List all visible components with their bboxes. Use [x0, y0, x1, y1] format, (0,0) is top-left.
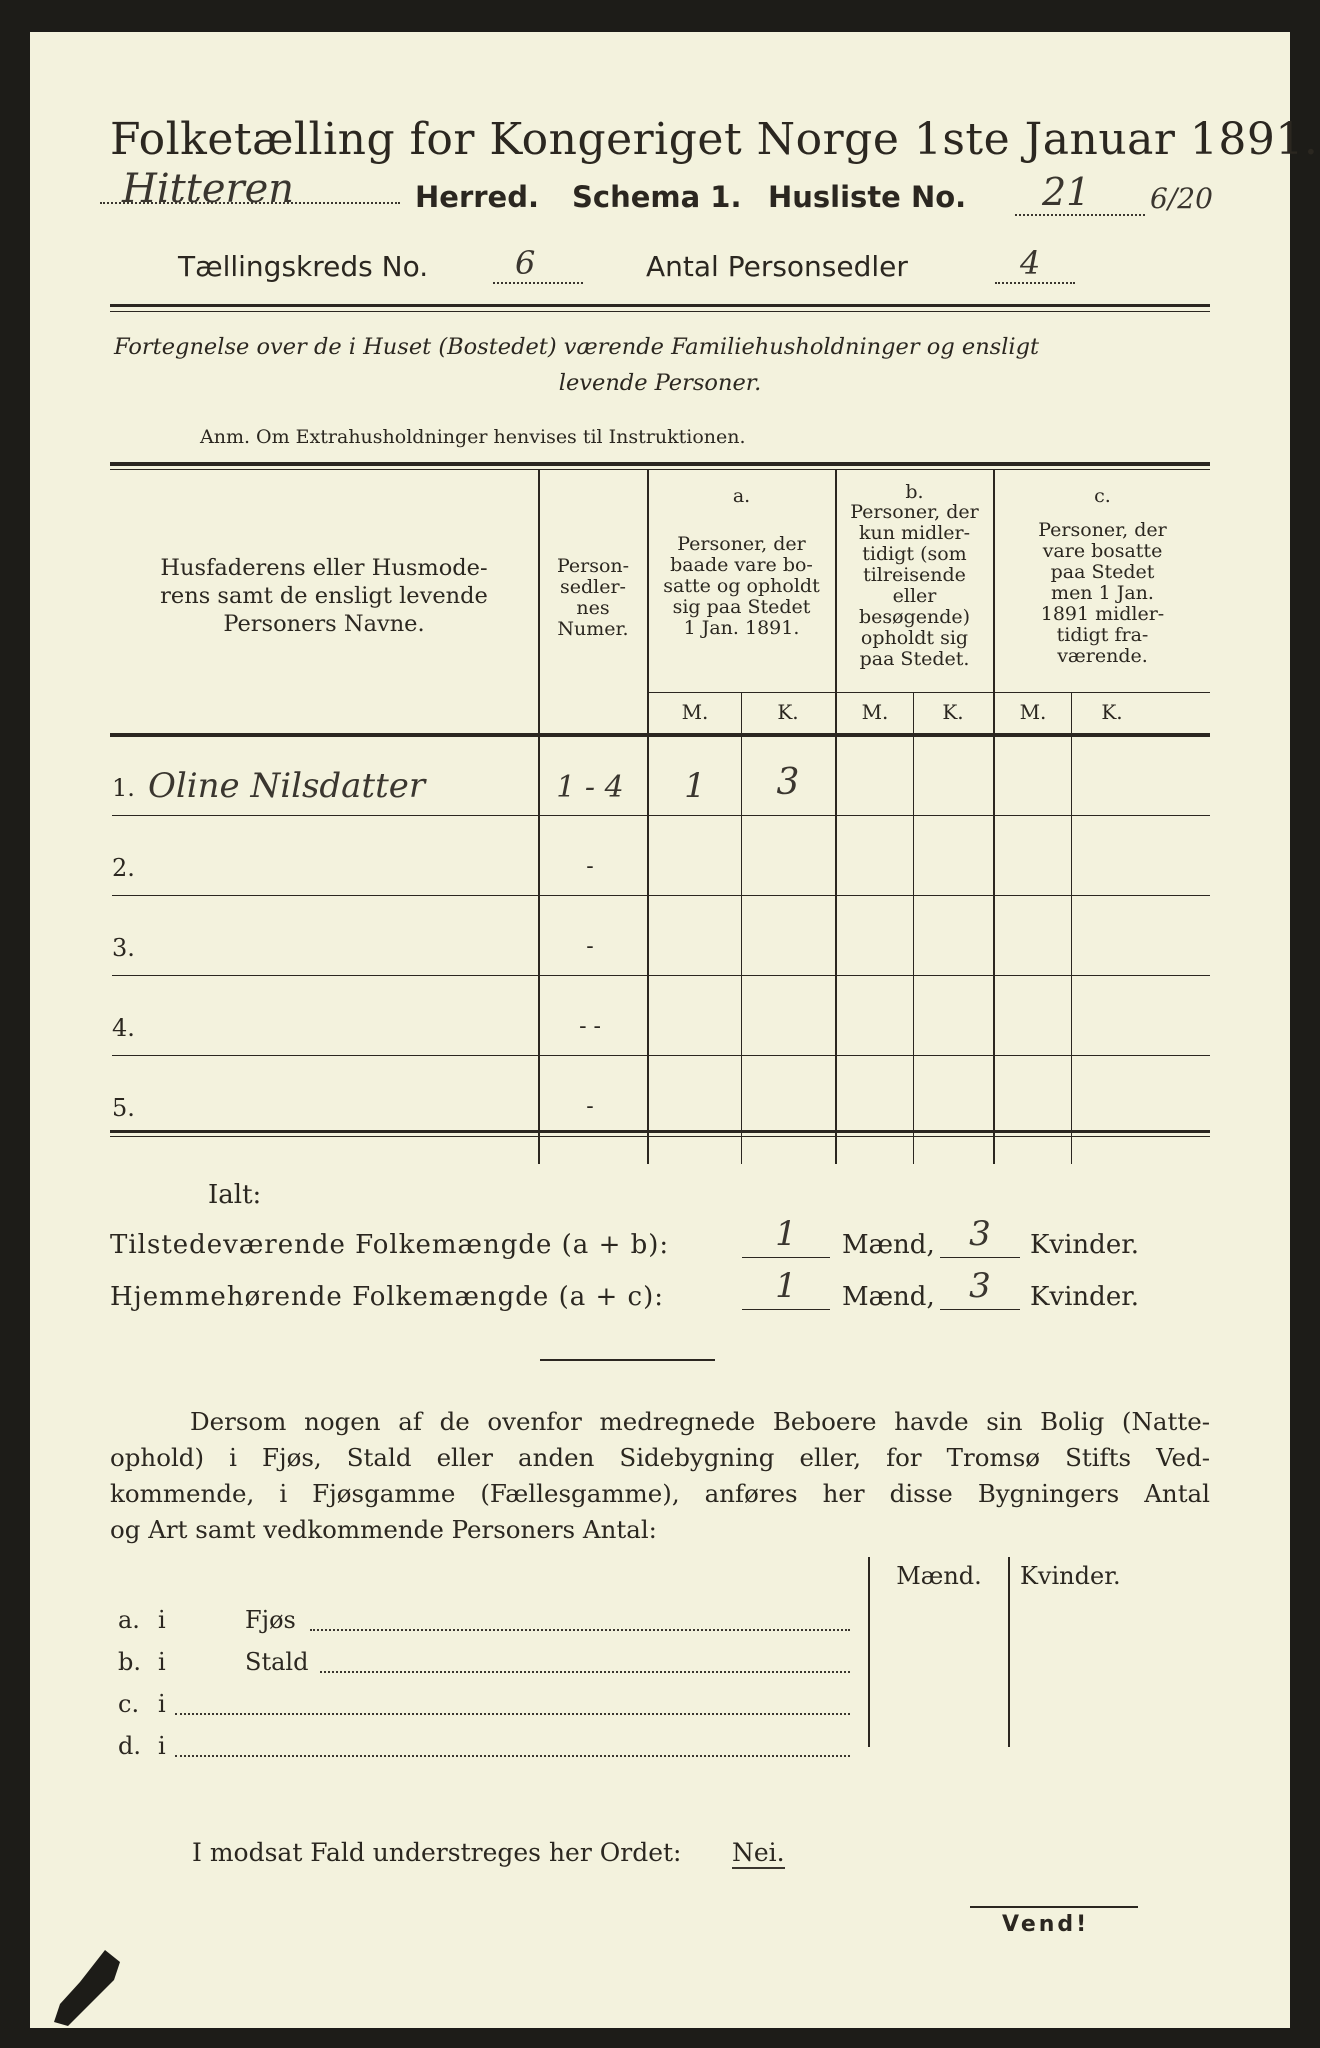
bldg-row-c-letter: c.	[118, 1690, 140, 1718]
bldg-row-d-letter: d.	[118, 1732, 141, 1760]
table-bottom-rule-2	[110, 1136, 1210, 1137]
sub-divider-b	[913, 693, 914, 1164]
antal-dotline	[995, 282, 1075, 284]
a-m-label: M.	[681, 700, 709, 724]
col-num-header: Person- sedler- nes Numer.	[556, 555, 630, 640]
total2-label: Hjemmehørende Folkemængde (a + c):	[110, 1282, 664, 1312]
row1-name: Oline Nilsdatter	[148, 766, 426, 806]
sub-divider-c	[1071, 693, 1072, 1164]
a-k-label: K.	[777, 700, 799, 724]
c-m-label: M.	[1019, 700, 1047, 724]
row3-no: 3.	[112, 934, 135, 962]
row4-rule	[112, 1055, 1210, 1056]
anm-note: Anm. Om Extrahusholdninger henvises til Instruktionen.	[200, 426, 746, 448]
form-title: Folketælling for Kongeriget Norge 1ste Januar 1891.	[110, 114, 1319, 165]
total1-men-line	[742, 1257, 830, 1258]
husliste-value: 21	[1042, 170, 1091, 214]
bldg-row-a-letter: a.	[118, 1606, 140, 1634]
bldg-row-a-prep: i	[158, 1606, 166, 1634]
b-k-label: K.	[942, 700, 964, 724]
bldg-row-a-dots	[310, 1629, 850, 1631]
antal-value: 4	[1020, 244, 1041, 282]
row2-no: 2.	[112, 854, 135, 882]
kreds-label: Tællingskreds No.	[178, 250, 429, 283]
bldg-divider-2	[1008, 1557, 1010, 1747]
bldg-row-c-dots	[175, 1713, 850, 1715]
antal-label: Antal Personsedler	[646, 250, 908, 283]
total2-kvinder: Kvinder.	[1030, 1282, 1140, 1312]
husliste-dotline	[1015, 214, 1145, 216]
bldg-row-a-label: Fjøs	[245, 1606, 296, 1634]
ink-blot-icon	[50, 1942, 160, 2032]
row2-rule	[112, 895, 1210, 896]
col-b-header: Personer, der kun midler- tidigt (som tilreisende eller besøgende) opholdt sig paa Stedet.	[850, 501, 979, 670]
modsat-word: Nei.	[732, 1838, 785, 1867]
husliste-note: 6/20	[1150, 182, 1213, 215]
kreds-dotline	[493, 282, 583, 284]
total1-women: 3	[969, 1214, 991, 1254]
row1-no: 1.	[112, 774, 135, 802]
col-name-header: Husfaderens eller Husmode- rens samt de ensligt levende Personers Navne.	[160, 555, 488, 637]
col-c-letter: c.	[1094, 485, 1111, 507]
total2-women: 3	[969, 1266, 991, 1306]
col-a-letter: a.	[732, 485, 751, 507]
schema-label: Schema 1.	[572, 180, 742, 214]
ialt-label: Ialt:	[208, 1180, 262, 1210]
row3-rule	[112, 975, 1210, 976]
intro-line1: Fortegnelse over de i Huset (Bostedet) værende Familiehusholdninger og ensligt	[114, 334, 1040, 360]
row1-rule	[112, 815, 1210, 816]
header-rule-2	[110, 311, 1210, 312]
total2-maend: Mænd,	[842, 1282, 935, 1312]
herred-label: Herred.	[415, 180, 539, 214]
buildings-para: Dersom nogen af de ovenfor medregnede Beboere havde sin Bolig (Natte- ophold) i Fjøs, Stald eller anden Sidebygning eller, for Tromsø Stifts Ved- kommende, i Fjøsgamme (Fællesgamme), anføres her disse Bygningers Antal og Art samt vedkommende Personers Antal:	[110, 1407, 1210, 1544]
kreds-value: 6	[515, 244, 536, 282]
vend-rule	[970, 1906, 1138, 1908]
total1-women-line	[940, 1257, 1020, 1258]
total2-men-line	[742, 1309, 830, 1310]
bldg-row-c-prep: i	[158, 1690, 166, 1718]
b-m-label: M.	[861, 700, 889, 724]
col-b-letter: b.	[905, 481, 924, 503]
herred-name: Hitteren	[122, 166, 295, 212]
intro-line2: levende Personer.	[558, 370, 762, 396]
row1-a-m: 1	[684, 766, 706, 806]
row5-no: 5.	[112, 1094, 135, 1122]
mk-top-rule	[648, 692, 1210, 693]
total2-women-line	[940, 1309, 1020, 1310]
bldg-row-d-prep: i	[158, 1732, 166, 1760]
bldg-row-b-prep: i	[158, 1648, 166, 1676]
modsat-label: I modsat Fald understreges her Ordet:	[192, 1838, 682, 1867]
bldg-row-b-label: Stald	[245, 1648, 309, 1676]
total1-label: Tilstedeværende Folkemængde (a + b):	[110, 1230, 670, 1260]
header-rule-1	[110, 304, 1210, 307]
table-top-rule	[110, 462, 1210, 466]
row4-num: - -	[579, 1014, 601, 1039]
table-top-rule-2	[110, 469, 1210, 470]
husliste-label: Husliste No.	[768, 180, 967, 214]
header-bottom-rule	[110, 733, 1210, 737]
c-k-label: K.	[1101, 700, 1123, 724]
row4-no: 4.	[112, 1014, 135, 1042]
section-separator	[540, 1359, 715, 1361]
vend-label: Vend!	[1002, 1912, 1090, 1937]
bldg-col-women: Kvinder.	[1020, 1562, 1121, 1590]
total1-men: 1	[775, 1214, 797, 1254]
table-bottom-rule	[110, 1130, 1210, 1133]
bldg-divider-1	[868, 1557, 870, 1747]
row3-num: -	[586, 934, 594, 959]
row5-num: -	[586, 1094, 594, 1119]
total2-men: 1	[775, 1266, 797, 1306]
col-a-header: Personer, der baade vare bo- satte og opholdt sig paa Stedet 1 Jan. 1891.	[663, 533, 820, 639]
bldg-col-men: Mænd.	[896, 1562, 982, 1590]
total1-kvinder: Kvinder.	[1030, 1230, 1140, 1260]
bldg-row-b-dots	[320, 1671, 850, 1673]
col-c-header: Personer, der vare bosatte paa Stedet men 1 Jan. 1891 midler- tidigt fra- værende.	[1038, 519, 1167, 667]
row1-num: 1 - 4	[556, 770, 624, 805]
row2-num: -	[586, 854, 594, 879]
row1-a-k: 3	[776, 762, 800, 803]
bldg-row-d-dots	[175, 1755, 850, 1757]
bldg-row-b-letter: b.	[118, 1648, 141, 1676]
census-form	[30, 32, 1319, 2028]
total1-maend: Mænd,	[842, 1230, 935, 1260]
